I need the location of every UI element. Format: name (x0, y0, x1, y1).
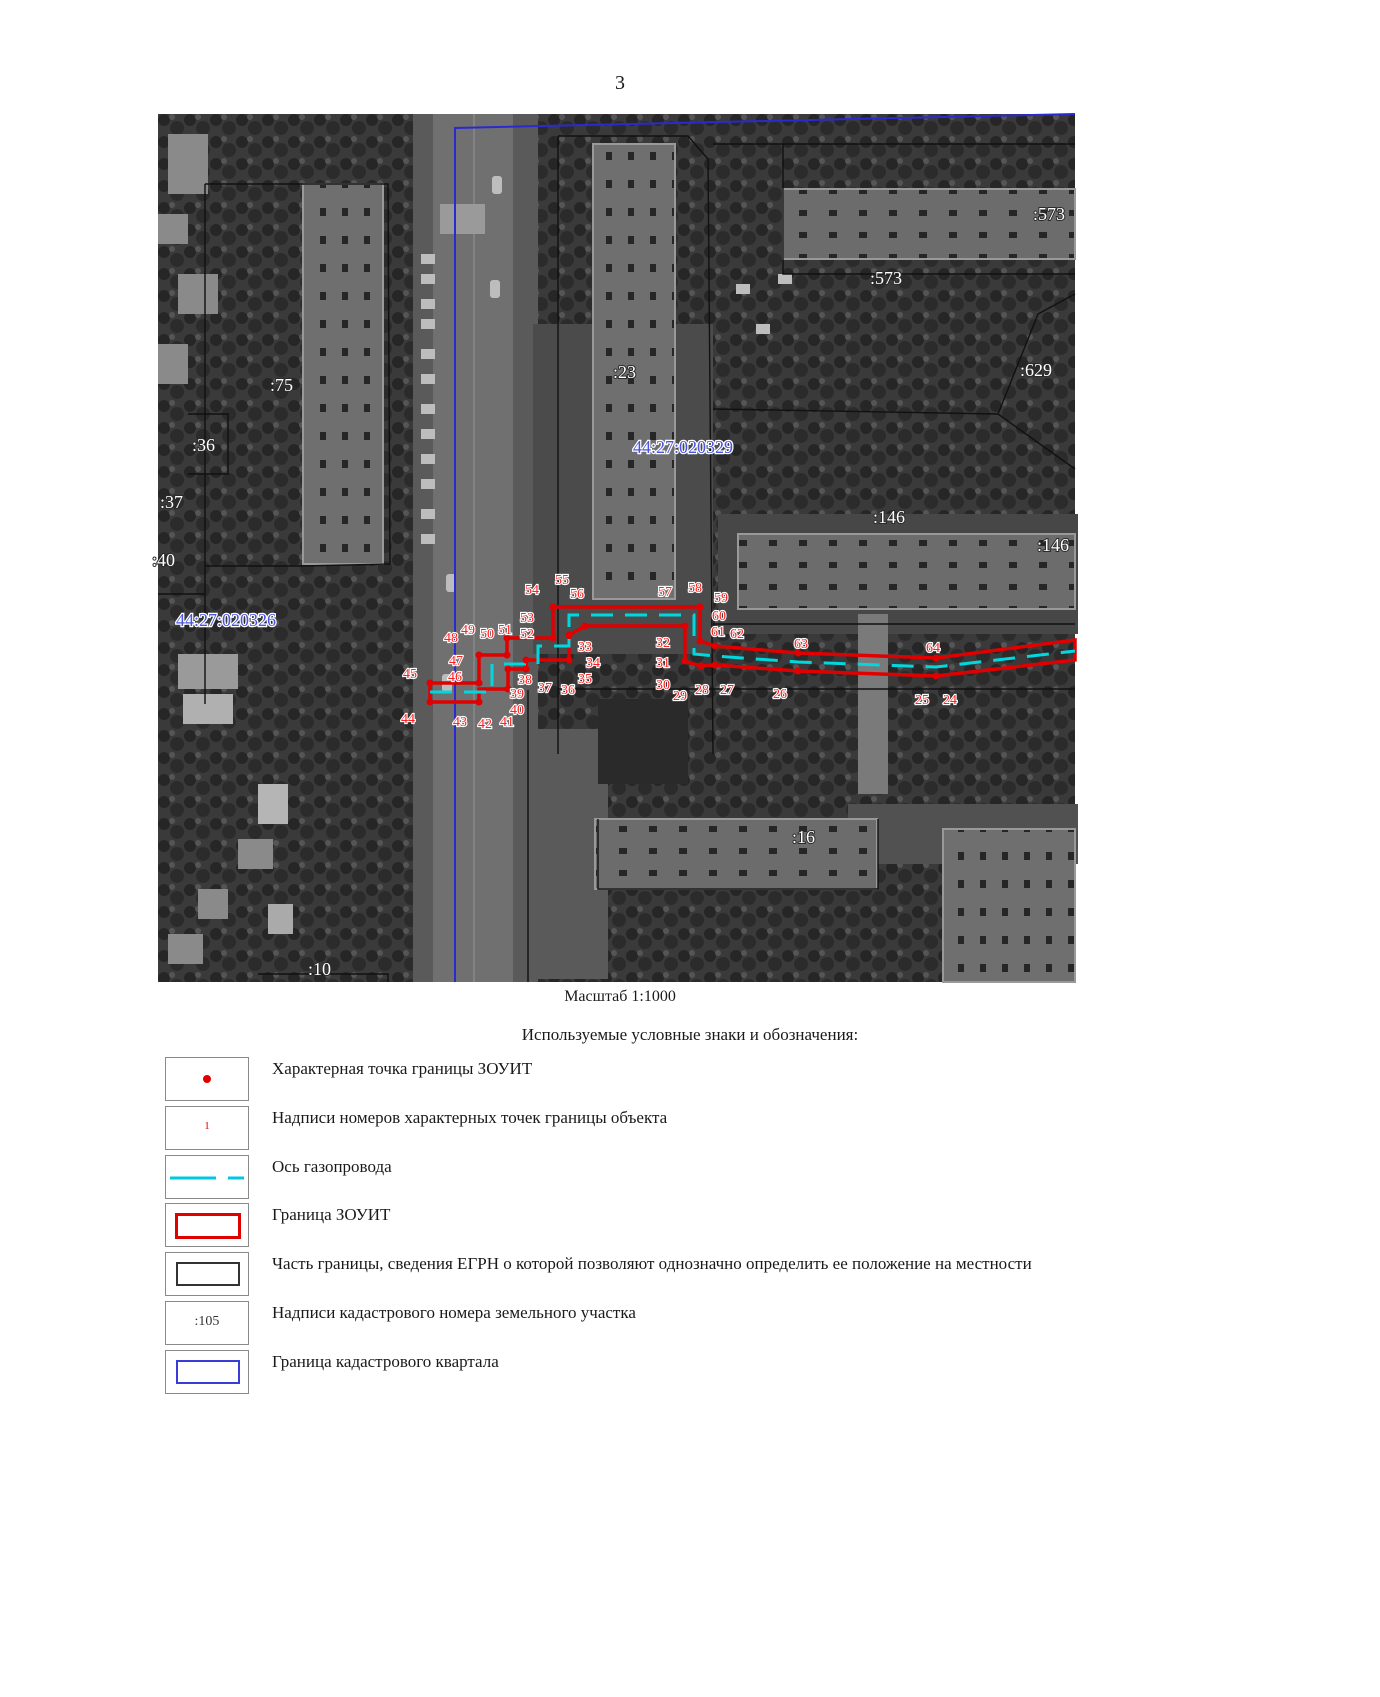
point-label: 25 (915, 693, 929, 708)
point-label: 32 (656, 636, 670, 651)
quarter-label: 44:27:020329 (633, 437, 734, 457)
legend-text: Граница кадастрового квартала (272, 1352, 499, 1371)
map-scale: Масштаб 1:1000 (564, 988, 676, 1005)
legend-text: Ось газопровода (272, 1157, 392, 1176)
point-label: 26 (773, 687, 787, 702)
legend-sample-number: 1 (204, 1120, 210, 1132)
blue-rectangle-icon (176, 1360, 240, 1384)
point-label: 27 (720, 683, 734, 698)
point-label: 30 (656, 678, 670, 693)
black-rectangle-icon (176, 1262, 240, 1286)
red-dot-icon (203, 1075, 211, 1083)
parcel-label: :37 (160, 492, 184, 512)
point-label: 58 (688, 581, 702, 596)
point-label: 35 (578, 672, 592, 687)
parcel-label: :40 (152, 550, 176, 570)
building (595, 819, 877, 889)
point-label: 37 (538, 681, 552, 696)
point-label: 64 (926, 641, 940, 656)
point-label: 62 (730, 627, 744, 642)
building (943, 829, 1075, 982)
parcel-label: :75 (270, 375, 294, 395)
main-road (433, 114, 513, 982)
point-label: 49 (461, 623, 475, 638)
parcel-label: :146 (1037, 535, 1070, 555)
point-label: 33 (578, 640, 592, 655)
legend-symbol (165, 1203, 249, 1247)
legend-item-egrn-boundary (165, 1252, 1085, 1296)
legend-title: Используемые условные знаки и обозначения: (521, 1025, 859, 1044)
point-label: 36 (561, 683, 575, 698)
legend-symbol (165, 1350, 249, 1394)
legend-symbol (165, 1057, 249, 1101)
parcel-label: :23 (613, 362, 637, 382)
building (738, 534, 1075, 609)
point-label: 40 (510, 703, 524, 718)
point-label: 45 (403, 667, 417, 682)
point-label: 34 (586, 656, 600, 671)
point-label: 55 (555, 573, 569, 588)
legend-text: Характерная точка границы ЗОУИТ (272, 1059, 533, 1078)
legend-symbol (165, 1106, 249, 1150)
point-label: 31 (656, 656, 670, 671)
point-label: 24 (943, 693, 957, 708)
cadastral-map[interactable] (152, 114, 1075, 982)
legend-item-quarter-boundary (165, 1350, 1085, 1394)
legend-sample-parcel: :105 (194, 1314, 220, 1329)
point-label: 51 (498, 623, 512, 638)
point-label: 63 (794, 637, 808, 652)
point-label: 52 (520, 627, 534, 642)
point-label: 28 (695, 683, 709, 698)
building (303, 184, 383, 564)
parcel-label: :629 (1020, 360, 1053, 380)
point-label: 41 (500, 715, 514, 730)
legend-symbol (165, 1301, 249, 1345)
legend-text: Надписи номеров характерных точек границы объекта (272, 1108, 668, 1127)
point-label: 44 (401, 712, 415, 727)
parcel-label: :16 (792, 827, 816, 847)
legend-item-point-number (165, 1106, 1085, 1150)
parcel-label: :146 (873, 507, 906, 527)
point-label: 50 (480, 627, 494, 642)
parcel-label: :573 (1033, 204, 1066, 224)
point-label: 60 (712, 609, 726, 624)
legend-item-point (165, 1057, 1085, 1101)
parcel-label: :573 (870, 268, 903, 288)
legend-text: Часть границы, сведения ЕГРН о которой позволяют однозначно определить ее положение на местности (272, 1254, 1032, 1273)
quarter-label: 44:27:020326 (176, 610, 277, 630)
parcel-label: :36 (192, 435, 216, 455)
point-label: 39 (510, 687, 524, 702)
point-label: 42 (478, 717, 492, 732)
legend-item-gas-axis (165, 1155, 1085, 1199)
legend-symbol (165, 1252, 249, 1296)
point-label: 61 (711, 625, 725, 640)
point-label: 38 (518, 673, 532, 688)
page-number: 3 (615, 72, 625, 94)
legend-symbol (165, 1155, 249, 1199)
parcel-label: :10 (308, 959, 332, 979)
legend-item-parcel-number (165, 1301, 1085, 1345)
point-label: 46 (448, 670, 462, 685)
crosswalk (440, 204, 485, 234)
point-label: 57 (658, 585, 672, 600)
point-label: 54 (525, 583, 539, 598)
dashed-line-icon (170, 1176, 244, 1180)
point-label: 59 (714, 591, 728, 606)
red-rectangle-icon (175, 1213, 241, 1239)
building (783, 189, 1075, 259)
legend-item-zouit-boundary (165, 1203, 1085, 1247)
point-label: 29 (673, 689, 687, 704)
point-label: 53 (520, 611, 534, 626)
legend-text: Граница ЗОУИТ (272, 1205, 391, 1224)
legend-text: Надписи кадастрового номера земельного участка (272, 1303, 636, 1322)
point-label: 48 (444, 631, 458, 646)
point-label: 56 (570, 587, 584, 602)
point-label: 43 (453, 715, 467, 730)
point-label: 47 (449, 654, 463, 669)
